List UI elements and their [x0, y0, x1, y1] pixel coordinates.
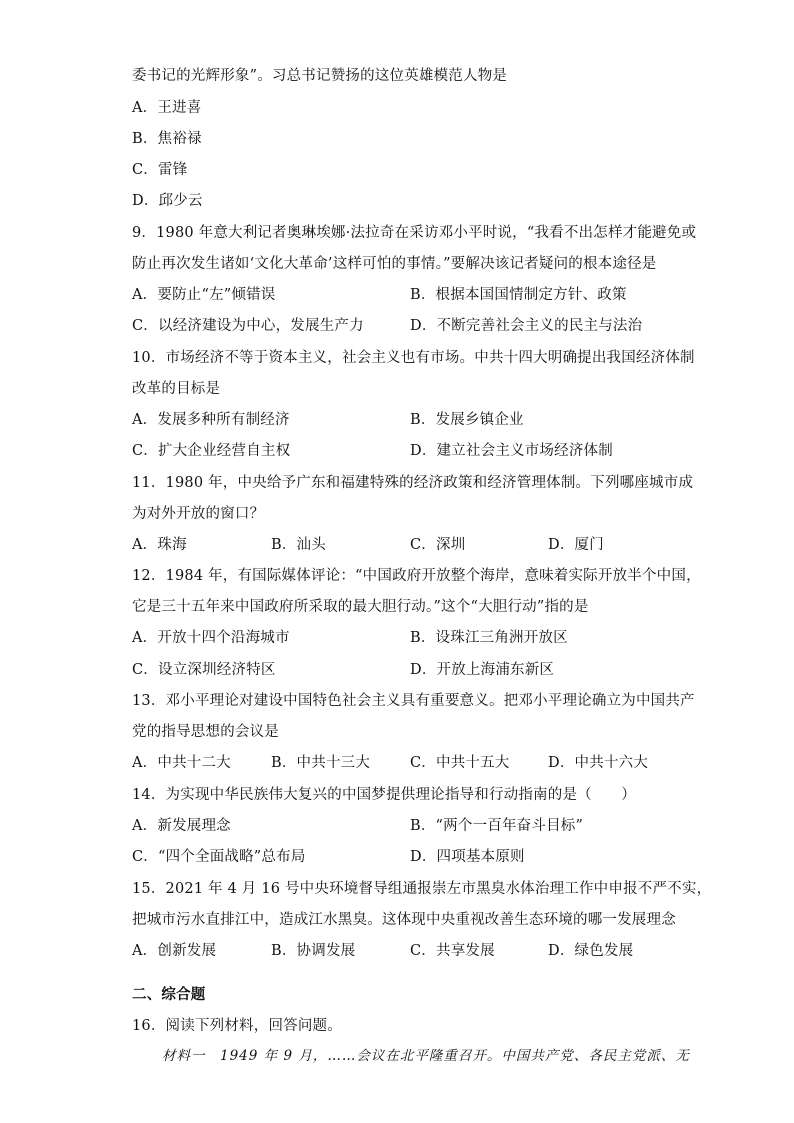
- q15-stem-line2: 把城市污水直排江中，造成江水黑臭。这体现中央重视改善生态环境的哪一发展理念: [132, 912, 676, 928]
- q11-option-c[interactable]: C．深圳: [410, 537, 466, 553]
- q11-stem-line2: 为对外开放的窗口？: [132, 506, 265, 522]
- q13-option-c[interactable]: C．中共十五大: [410, 755, 510, 771]
- q13-stem-line1: 13．邓小平理论对建设中国特色社会主义具有重要意义。把邓小平理论确立为中国共产: [132, 693, 695, 709]
- q11-option-b[interactable]: B．汕头: [271, 537, 326, 553]
- q14-stem: 14．为实现中华民族伟大复兴的中国梦提供理论指导和行动指南的是（ ）: [132, 787, 636, 803]
- q9-option-d[interactable]: D．不断完善社会主义的民主与法治: [410, 318, 643, 334]
- q10-option-c[interactable]: C．扩大企业经营自主权: [132, 443, 291, 459]
- q12-option-d[interactable]: D．开放上海浦东新区: [410, 662, 555, 678]
- q13-stem-line2: 党的指导思想的会议是: [132, 724, 279, 740]
- q13-option-b[interactable]: B．中共十三大: [271, 755, 371, 771]
- q16-stem: 16．阅读下列材料，回答问题。: [132, 1018, 342, 1034]
- q8-option-d[interactable]: D．邱少云: [132, 193, 203, 209]
- q9-stem-line2: 防止再次发生诸如‘文化大革命’这样可怕的事情。”要解决该记者疑问的根本途径是: [132, 256, 657, 272]
- q13-option-d[interactable]: D．中共十六大: [548, 755, 649, 771]
- q15-option-c[interactable]: C．共享发展: [410, 943, 495, 959]
- q15-option-d[interactable]: D．绿色发展: [548, 943, 634, 959]
- q14-option-b[interactable]: B．“两个一百年奋斗目标”: [410, 818, 584, 834]
- q15-stem-line1: 15．2021 年 4 月 16 号中央环境督导组通报崇左市黑臭水体治理工作中申报不严不实，: [132, 881, 712, 897]
- q9-stem-line1: 9．1980 年意大利记者奥琳埃娜·法拉奇在采访邓小平时说，“我看不出怎样才能避免或: [132, 225, 697, 241]
- q12-option-b[interactable]: B．设珠江三角洲开放区: [410, 630, 568, 646]
- q9-option-b[interactable]: B．根据本国国情制定方针、政策: [410, 287, 627, 303]
- q11-option-a[interactable]: A．珠海: [132, 537, 187, 553]
- q8-option-c[interactable]: C．雷锋: [132, 162, 188, 178]
- q10-option-d[interactable]: D．建立社会主义市场经济体制: [410, 443, 613, 459]
- q12-stem-line1: 12．1984 年，有国际媒体评论：“中国政府开放整个海岸，意味着实际开放半个中国，: [132, 568, 701, 584]
- q15-option-b[interactable]: B．协调发展: [271, 943, 356, 959]
- q9-option-a[interactable]: A．要防止“左”倾错误: [132, 287, 276, 303]
- q12-stem-line2: 它是三十五年来中国政府所采取的最大胆行动。”这个“大胆行动”指的是: [132, 599, 589, 615]
- q14-option-c[interactable]: C．“四个全面战略”总布局: [132, 849, 306, 865]
- q15-option-a[interactable]: A．创新发展: [132, 943, 217, 959]
- q16-material-one: 材料一 1949 年 9 月，……会议在北平隆重召开。中国共产党、各民主党派、无: [162, 1048, 690, 1064]
- q8-option-b[interactable]: B．焦裕禄: [132, 131, 202, 147]
- q13-option-a[interactable]: A．中共十二大: [132, 755, 231, 771]
- q10-option-a[interactable]: A．发展多种所有制经济: [132, 412, 290, 428]
- q8-stem: 委书记的光辉形象”。习总书记赞扬的这位英雄模范人物是: [132, 68, 508, 84]
- section-heading: 二、综合题: [132, 987, 206, 1003]
- q12-option-a[interactable]: A．开放十四个沿海城市: [132, 630, 290, 646]
- q11-option-d[interactable]: D．厦门: [548, 537, 604, 553]
- q10-stem-line2: 改革的目标是: [132, 381, 221, 397]
- q14-option-a[interactable]: A．新发展理念: [132, 818, 231, 834]
- q9-option-c[interactable]: C．以经济建设为中心，发展生产力: [132, 318, 364, 334]
- q10-option-b[interactable]: B．发展乡镇企业: [410, 412, 524, 428]
- q11-stem-line1: 11．1980 年，中央给予广东和福建特殊的经济政策和经济管理体制。下列哪座城市成: [132, 475, 694, 491]
- q8-option-a[interactable]: A．王进喜: [132, 100, 202, 116]
- q10-stem-line1: 10．市场经济不等于资本主义，社会主义也有市场。中共十四大明确提出我国经济体制: [132, 350, 695, 366]
- q12-option-c[interactable]: C．设立深圳经济特区: [132, 662, 276, 678]
- q14-option-d[interactable]: D．四项基本原则: [410, 849, 525, 865]
